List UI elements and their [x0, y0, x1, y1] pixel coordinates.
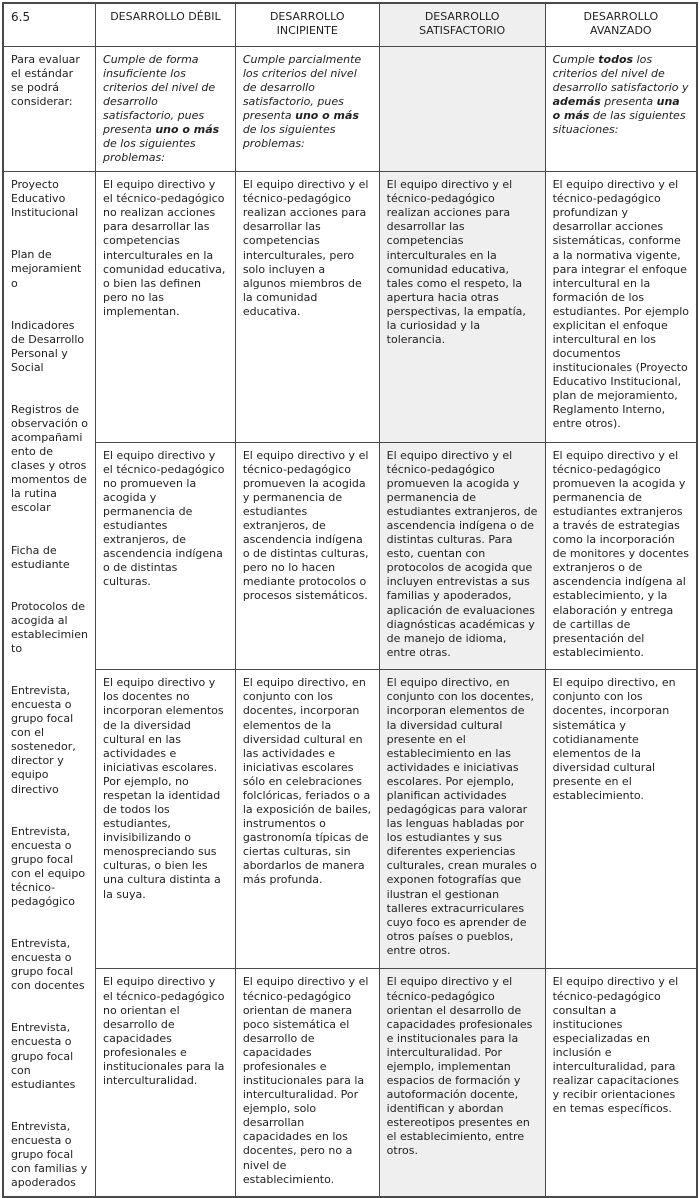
criteria-cell-r3-incipiente: El equipo directivo, en conjunto con los docentes, incorporan elementos de la diversidad cultural en las actividades e iniciativas escolares sólo en celebraciones folclóricas, feriados o a la exposición de bailes, instrumentos o gastronomía típicas de ciertas culturas, sin abordarlos de manera más profunda. [235, 670, 379, 969]
descriptor-avanzado [545, 46, 697, 172]
source-item: Registros de observación o acompañamiento de clases y otros momentos de la rutina escolar [11, 402, 89, 515]
descriptor-text: de los siguientes problemas: [242, 122, 336, 150]
column-header-desarrollo-avanzado: DESARROLLO AVANZADO [545, 3, 697, 46]
criteria-row-2 [3, 442, 697, 670]
evaluation-intro: Para evaluar el estándar se podrá considerar: [3, 46, 96, 172]
descriptor-row [3, 46, 697, 172]
sources-list [3, 172, 96, 1198]
criteria-cell-r4-debil: El equipo directivo y el técnico-pedagógico no orientan el desarrollo de capacidades profesionales e institucionales para la interculturalidad. [96, 969, 236, 1197]
criteria-cell-r1-debil: El equipo directivo y el técnico-pedagógico no realizan acciones para desarrollar las competencias interculturales en la comunidad educativa, o bien las definen pero no las implementan. [96, 172, 236, 443]
descriptor-bold: uno o más [295, 108, 359, 122]
descriptor-text: Cumple de forma insuficiente los criterios del nivel de desarrollo satisfactorio, pues presenta [103, 52, 216, 136]
descriptor-bold: una o más [552, 94, 680, 122]
descriptor-text: de los siguientes problemas: [103, 136, 196, 165]
criteria-cell-r3-avanzado: El equipo directivo, en conjunto con los docentes, incorporan sistemática y cotidianamente elementos de la diversidad cultural presente en el establecimiento. [545, 670, 697, 969]
descriptor-bold: uno o más [155, 122, 220, 136]
criteria-cell-r2-debil: El equipo directivo y el técnico-pedagógico no promueven la acogida y permanencia de estudiantes extranjeros, de ascendencia indígena o de distintas culturas. [96, 442, 236, 670]
criteria-row-3 [3, 670, 697, 969]
descriptor-text: de las siguientes situaciones: [552, 108, 686, 136]
descriptor-debil [96, 46, 236, 172]
standard-code: 6.5 [3, 3, 96, 46]
criteria-cell-r4-satisfactorio: El equipo directivo y el técnico-pedagógico orientan el desarrollo de capacidades profesionales e institucionales para la interculturalidad. Por ejemplo, implementan espacios de formación y autoformación docente, identifican y abordan estereotipos presentes en el establecimiento, entre otros. [379, 969, 545, 1197]
criteria-cell-r1-avanzado: El equipo directivo y el técnico-pedagógico profundizan y desarrollar acciones sistemáticas, conforme a la normativa vigente, para integrar el enfoque intercultural en la formación de los estudiantes. Por ejemplo explicitan el enfoque intercultural en los documentos institucionales (Proyecto Educativo Institucional, plan de mejoramiento, Reglamento Interno, entre otros). [545, 172, 697, 443]
source-item: Entrevista, encuesta o grupo focal con estudiantes [11, 1021, 76, 1091]
descriptor-bold: todos [598, 52, 634, 66]
source-item: Protocolos de acogida al establecimiento [11, 599, 88, 655]
descriptor-text: Cumple parcialmente los criterios del nivel de desarrollo satisfactorio, pues presenta [242, 52, 362, 122]
criteria-cell-r4-incipiente: El equipo directivo y el técnico-pedagógico orientan de manera poco sistemática el desarrollo de capacidades profesionales e institucionales para la interculturalidad. Por ejemplo, solo desarrollan capacidades en los docentes, pero no a nivel de establecimiento. [235, 969, 379, 1197]
criteria-cell-r1-incipiente: El equipo directivo y el técnico-pedagógico realizan acciones para desarrollar las competencias interculturales, pero solo incluyen a algunos miembros de la comunidad educativa. [235, 172, 379, 443]
criteria-cell-r4-avanzado: El equipo directivo y el técnico-pedagógico consultan a instituciones especializadas en inclusión e interculturalidad, para realizar capacitaciones y recibir orientaciones en temas específicos. [545, 969, 697, 1197]
rubric-table [2, 2, 698, 1198]
source-item: Proyecto Educativo Institucional [11, 178, 79, 220]
descriptor-satisfactorio-empty [379, 46, 545, 172]
source-item: Ficha de estudiante [11, 543, 70, 571]
descriptor-text: presenta [600, 94, 657, 108]
column-header-desarrollo-incipiente: DESARROLLO INCIPIENTE [235, 3, 379, 46]
criteria-row-4 [3, 969, 697, 1197]
criteria-cell-r3-satisfactorio: El equipo directivo, en conjunto con los docentes, incorporan elementos de la diversidad cultural presente en el establecimiento en las actividades e iniciativas escolares. Por ejemplo, planifican actividades pedagógicas para valorar las lenguas habladas por los estudiantes y sus diferentes experiencias culturales, crean murales o exponen fotografías que ilustran el gestionan talleres extracurriculares cuyo foco es aprender de otros países o pueblos, entre otros. [379, 670, 545, 969]
descriptor-bold: además [552, 94, 601, 108]
criteria-cell-r1-satisfactorio: El equipo directivo y el técnico-pedagógico realizan acciones para desarrollar las competencias interculturales en la comunidad educativa, tales como el respeto, la apertura hacia otras perspectivas, la empatía, la curiosidad y la tolerancia. [379, 172, 545, 443]
source-item: Indicadores de Desarrollo Personal y Social [11, 318, 85, 374]
descriptor-incipiente [235, 46, 379, 172]
column-header-desarrollo-satisfactorio: DESARROLLO SATISFACTORIO [379, 3, 545, 46]
header-row [3, 3, 697, 46]
source-item: Entrevista, encuesta o grupo focal con el sostenedor, director y equipo directivo [11, 684, 76, 796]
criteria-row-1 [3, 172, 697, 443]
source-item: Entrevista, encuesta o grupo focal con el equipo técnico-pedagógico [11, 824, 86, 909]
descriptor-text: los criterios del nivel de desarrollo satisfactorio y [552, 52, 689, 94]
criteria-cell-r3-debil: El equipo directivo y los docentes no incorporan elementos de la diversidad cultural en las actividades e iniciativas escolares. Por ejemplo, no respetan la identidad de todos los estudiantes, invisibilizando o menospreciando sus culturas, o bien les una cultura distinta a la suya. [96, 670, 236, 969]
source-item: Entrevista, encuesta o grupo focal con docentes [11, 937, 85, 993]
source-item: Entrevista, encuesta o grupo focal con familias y apoderados [11, 1119, 88, 1190]
criteria-cell-r2-satisfactorio: El equipo directivo y el técnico-pedagógico promueven la acogida y permanencia de estudiantes extranjeros, de ascendencia indígena o de distintas culturas. Para esto, cuentan con protocolos de acogida que incluyen entrevistas a sus familias y apoderados, aplicación de evaluaciones diagnósticas académicas y de manejo de idioma, entre otras. [379, 442, 545, 670]
criteria-cell-r2-incipiente: El equipo directivo y el técnico-pedagógico promueven la acogida y permanencia de estudiantes extranjeros, de ascendencia indígena o de distintas culturas, pero no lo hacen mediante protocolos o procesos sistemáticos. [235, 442, 379, 670]
column-header-desarrollo-debil: DESARROLLO DÉBIL [96, 3, 236, 46]
source-item: Plan de mejoramiento [11, 248, 82, 290]
descriptor-text: Cumple [552, 52, 599, 66]
criteria-cell-r2-avanzado: El equipo directivo y el técnico-pedagógico promueven la acogida y permanencia de estudiantes extranjeros a través de estrategias como la incorporación de monitores y docentes extranjeros o de ascendencia indígena al establecimiento, y la elaboración y entrega de cartillas de presentación del establecimiento. [545, 442, 697, 670]
